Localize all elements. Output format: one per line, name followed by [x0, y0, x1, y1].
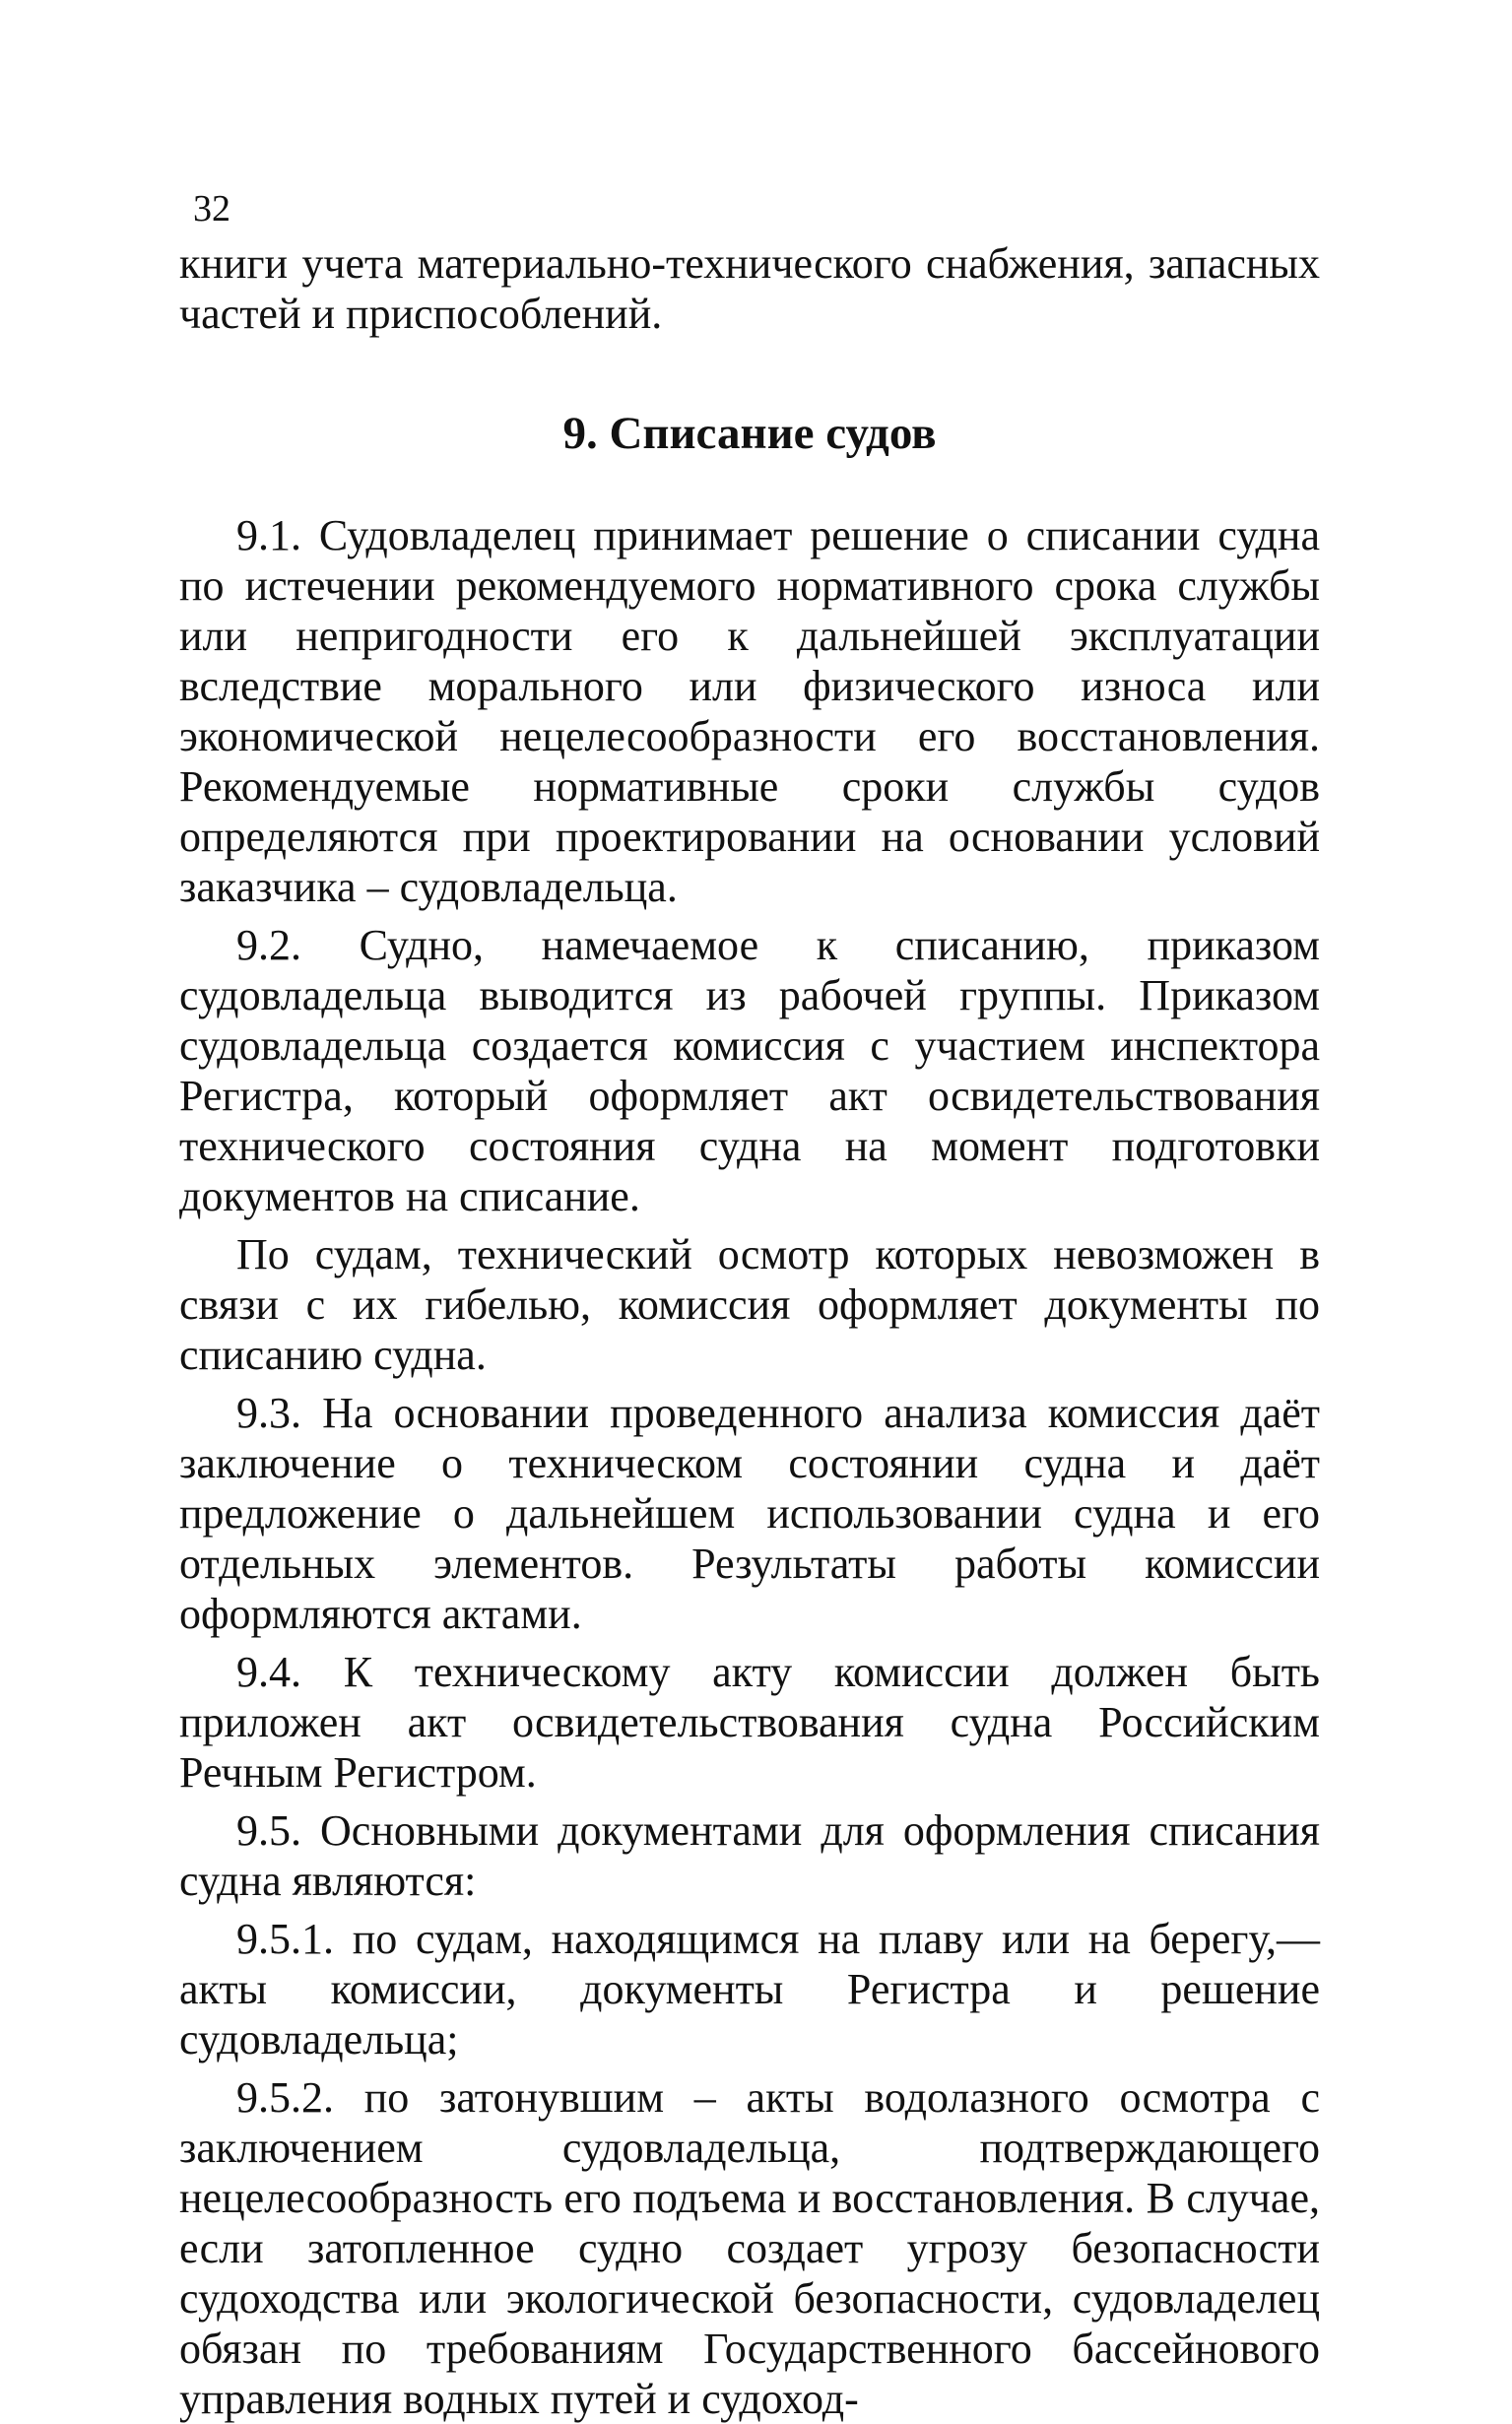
document-page	[179, 187, 1320, 2424]
section-title: 9. Списание судов	[562, 408, 937, 459]
paragraph-9-3: 9.3. На основании проведенного анализа комиссия даёт заключение о техническом состоянии судна и даёт предложение о дальнейшем использовании судна и его отдельных элементов. Результаты работы комиссии оформляются актами.	[179, 1389, 1320, 1638]
paragraph-9-5-2: 9.5.2. по затонувшим – акты водолазного осмотра с заключением судовладельца, подтверждающего нецелесообразность его подъема и восстановления. В случае, если затопленное судно создает угрозу безопасности судоходства или экологической безопасности, судовладелец обязан по требованиям Государственного бассейнового управления водных путей и судоход-	[179, 2073, 1320, 2423]
paragraph-9-5-1: 9.5.1. по судам, находящимся на плаву или на берегу,— акты комиссии, документы Регистра и решение судовладельца;	[179, 1915, 1320, 2064]
intro-paragraph: книги учета материально-технического снабжения, запасных частей и приспособлений.	[179, 239, 1320, 338]
paragraph-9-2: 9.2. Судно, намечаемое к списанию, приказом судовладельца выводится из рабочей группы. Приказом судовладельца создается комиссия с участием инспектора Регистра, который оформляет акт освидетельствования технического состояния судна на момент подготовки документов на списание.	[179, 921, 1320, 1220]
paragraph-9-5: 9.5. Основными документами для оформления списания судна являются:	[179, 1806, 1320, 1905]
paragraph-9-1: 9.1. Судовладелец принимает решение о списании судна по истечении рекомендуемого нормативного срока службы или непригодности его к дальнейшей эксплуатации вследствие морального или физического износа или экономической нецелесообразности его восстановления. Рекомендуемые нормативные сроки службы судов определяются при проектировании на основании условий заказчика – судовладельца.	[179, 511, 1320, 911]
paragraph-shipwreck: По судам, технический осмотр которых невозможен в связи с их гибелью, комиссия оформляет документы по списанию судна.	[179, 1230, 1320, 1379]
paragraph-9-4: 9.4. К техническому акту комиссии должен быть приложен акт освидетельствования судна Российским Речным Регистром.	[179, 1648, 1320, 1797]
page-number: 32	[193, 188, 230, 229]
